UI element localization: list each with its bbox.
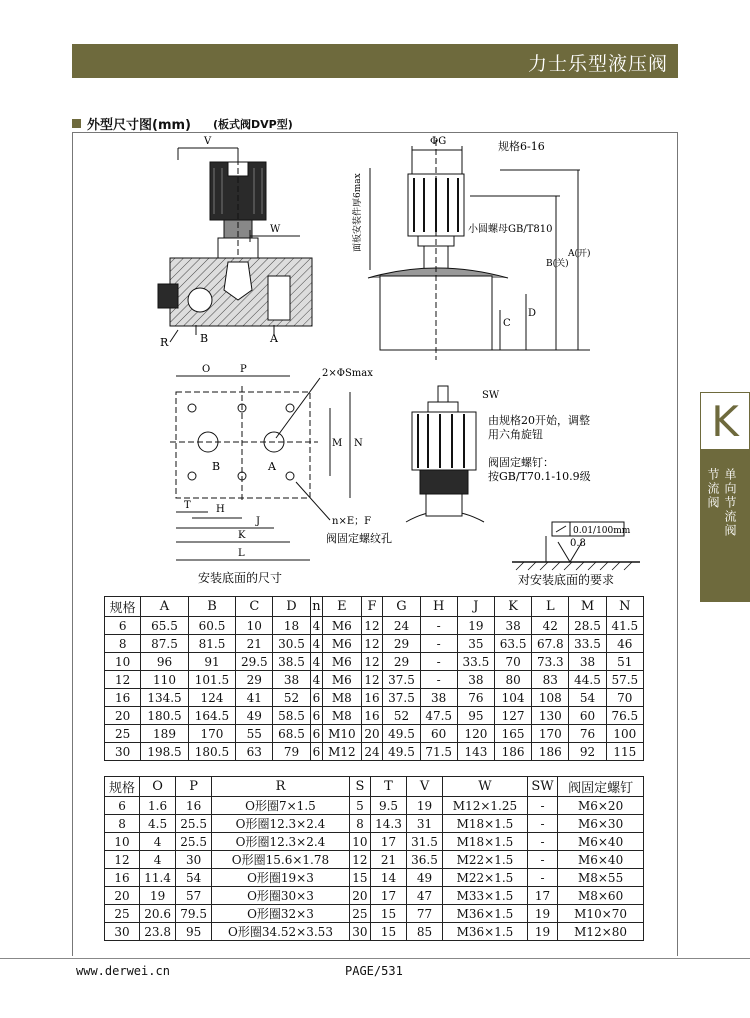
- table-cell: 38: [457, 671, 494, 689]
- table-2-header-cell: T: [370, 777, 406, 797]
- thread-note: 阀固定螺纹孔: [326, 532, 392, 545]
- table-cell: 70: [606, 689, 643, 707]
- table-1-header-cell: N: [606, 597, 643, 617]
- table-cell: 52: [383, 707, 420, 725]
- knob-drawing: [406, 386, 484, 522]
- table-cell: M6: [323, 653, 361, 671]
- table-cell: 79: [273, 743, 310, 761]
- table-1-body: [105, 617, 644, 761]
- table-cell: 63: [236, 743, 273, 761]
- table-cell: 25.5: [176, 815, 212, 833]
- dimension-table-1: [104, 596, 644, 761]
- table-row: [105, 617, 644, 635]
- table-cell: -: [527, 851, 557, 869]
- table-cell: 70: [495, 653, 532, 671]
- table-1-header-cell: E: [323, 597, 361, 617]
- table-cell: 60: [569, 707, 606, 725]
- table-cell: 30: [105, 923, 140, 941]
- table-cell: M12: [323, 743, 361, 761]
- table-cell: 49.5: [383, 743, 420, 761]
- table-cell: 124: [188, 689, 235, 707]
- table-row: [105, 707, 644, 725]
- screw-note-line-1: 阀固定螺钉：: [488, 456, 554, 469]
- table-cell: 170: [188, 725, 235, 743]
- table-1-header-cell: M: [569, 597, 606, 617]
- table-cell: 96: [141, 653, 188, 671]
- table-2-header-cell: W: [443, 777, 528, 797]
- table-cell: O形圈15.6×1.78: [212, 851, 350, 869]
- table-cell: -: [527, 797, 557, 815]
- table-cell: 17: [370, 887, 406, 905]
- mounting-surface-drawing: [170, 376, 350, 560]
- table-cell: 47.5: [420, 707, 457, 725]
- table-cell: 35: [457, 635, 494, 653]
- table-cell: 33.5: [569, 635, 606, 653]
- table-cell: 8: [349, 815, 370, 833]
- table-cell: 110: [141, 671, 188, 689]
- table-cell: 77: [407, 905, 443, 923]
- table-cell: 10: [105, 833, 140, 851]
- table-cell: 19: [407, 797, 443, 815]
- table-cell: 20.6: [140, 905, 176, 923]
- table-cell: 71.5: [420, 743, 457, 761]
- table-cell: 134.5: [141, 689, 188, 707]
- table-cell: 38: [273, 671, 310, 689]
- table-cell: 8: [105, 635, 141, 653]
- table-cell: -: [420, 653, 457, 671]
- table-cell: 1.6: [140, 797, 176, 815]
- dim-label-k: K: [238, 530, 246, 541]
- table-1-header-cell: B: [188, 597, 235, 617]
- table-cell: 28.5: [569, 617, 606, 635]
- table-cell: 189: [141, 725, 188, 743]
- table-row: [105, 635, 644, 653]
- table-cell: 51: [606, 653, 643, 671]
- table-cell: 24: [361, 743, 383, 761]
- table-cell: 54: [569, 689, 606, 707]
- dim-label-sw: SW: [482, 390, 500, 401]
- table-cell: 19: [140, 887, 176, 905]
- table-cell: M18×1.5: [443, 815, 528, 833]
- section-title: 外型尺寸图(mm): [87, 118, 191, 133]
- table-cell: 4: [140, 851, 176, 869]
- table-cell: 31.5: [407, 833, 443, 851]
- table-cell: 80: [495, 671, 532, 689]
- table-cell: 23.8: [140, 923, 176, 941]
- table-cell: 16: [361, 707, 383, 725]
- table-cell: 25.5: [176, 833, 212, 851]
- port-label-b: B: [200, 332, 209, 345]
- table-cell: M12×1.25: [443, 797, 528, 815]
- table-2-header-cell: 阀固定螺钉: [558, 777, 644, 797]
- table-2-header-cell: S: [349, 777, 370, 797]
- port-label-b-2: B: [212, 460, 221, 473]
- table-cell: 6: [310, 707, 323, 725]
- table-cell: 4: [310, 635, 323, 653]
- table-cell: 14.3: [370, 815, 406, 833]
- table-cell: 44.5: [569, 671, 606, 689]
- dim-label-b-close: B(关): [546, 259, 569, 269]
- table-cell: 85: [407, 923, 443, 941]
- table-1-header-row: [105, 597, 644, 617]
- requirement-caption: 对安装底面的要求: [518, 573, 615, 587]
- table-cell: 65.5: [141, 617, 188, 635]
- table-1-header-cell: L: [532, 597, 569, 617]
- table-cell: 29: [383, 653, 420, 671]
- table-cell: 180.5: [141, 707, 188, 725]
- table-1-header-cell: n: [310, 597, 323, 617]
- table-cell: M6×40: [558, 833, 644, 851]
- table-cell: M18×1.5: [443, 833, 528, 851]
- table-cell: 18: [273, 617, 310, 635]
- table-row: [105, 869, 644, 887]
- port-label-a-2: A: [268, 460, 276, 473]
- table-cell: 12: [361, 653, 383, 671]
- table-cell: 52: [273, 689, 310, 707]
- table-cell: 165: [495, 725, 532, 743]
- dimension-table-2: [104, 776, 644, 941]
- table-1-header-cell: H: [420, 597, 457, 617]
- table-1-header-cell: F: [361, 597, 383, 617]
- dim-label-m: M: [332, 438, 343, 449]
- table-cell: 31: [407, 815, 443, 833]
- table-cell: 49.5: [383, 725, 420, 743]
- table-1-header-cell: C: [236, 597, 273, 617]
- table-row: [105, 725, 644, 743]
- table-cell: 6: [310, 743, 323, 761]
- table-cell: 12: [105, 851, 140, 869]
- table-cell: 8: [105, 815, 140, 833]
- table-row: [105, 923, 644, 941]
- table-cell: 91: [188, 653, 235, 671]
- table-cell: 41: [236, 689, 273, 707]
- table-2-header-cell: SW: [527, 777, 557, 797]
- table-cell: 54: [176, 869, 212, 887]
- table-cell: O形圈30×3: [212, 887, 350, 905]
- table-cell: 4: [140, 833, 176, 851]
- table-cell: 10: [349, 833, 370, 851]
- table-cell: M10: [323, 725, 361, 743]
- table-cell: 16: [176, 797, 212, 815]
- table-cell: 16: [105, 869, 140, 887]
- plate-thickness-label: 面板安装件厚6max: [353, 173, 363, 252]
- table-cell: 92: [569, 743, 606, 761]
- table-cell: 41.5: [606, 617, 643, 635]
- table-cell: 38: [420, 689, 457, 707]
- table-cell: 55: [236, 725, 273, 743]
- table-cell: 16: [105, 689, 141, 707]
- table-cell: 46: [606, 635, 643, 653]
- side-tab-label-1: 单向节流阀: [723, 468, 737, 538]
- table-row: [105, 671, 644, 689]
- table-cell: 143: [457, 743, 494, 761]
- table-cell: 19: [457, 617, 494, 635]
- table-cell: 186: [495, 743, 532, 761]
- table-cell: 100: [606, 725, 643, 743]
- table-2-header-cell: V: [407, 777, 443, 797]
- table-cell: -: [420, 617, 457, 635]
- table-2-body: [105, 797, 644, 941]
- dim-label-w: W: [270, 224, 281, 235]
- table-cell: 115: [606, 743, 643, 761]
- table-cell: 19: [527, 905, 557, 923]
- table-cell: 76: [569, 725, 606, 743]
- table-cell: 186: [532, 743, 569, 761]
- table-cell: 79.5: [176, 905, 212, 923]
- hex-note-line-2: 用六角旋钮: [488, 428, 543, 441]
- page-title: 力士乐型液压阀: [527, 53, 668, 75]
- table-cell: 57: [176, 887, 212, 905]
- table-cell: -: [527, 869, 557, 887]
- table-cell: 15: [370, 923, 406, 941]
- table-cell: -: [527, 833, 557, 851]
- table-cell: 30: [349, 923, 370, 941]
- table-cell: 49: [236, 707, 273, 725]
- tolerance-label: 0.01/100mm: [573, 526, 631, 536]
- side-view-drawing: [368, 140, 590, 360]
- table-cell: 108: [532, 689, 569, 707]
- table-cell: 20: [105, 887, 140, 905]
- table-cell: O形圈34.52×3.53: [212, 923, 350, 941]
- table-cell: -: [420, 671, 457, 689]
- table-cell: O形圈12.3×2.4: [212, 833, 350, 851]
- table-cell: -: [527, 815, 557, 833]
- table-cell: 38: [495, 617, 532, 635]
- table-cell: 17: [370, 833, 406, 851]
- dim-label-a-open: A(开): [568, 249, 591, 259]
- table-cell: 9.5: [370, 797, 406, 815]
- table-cell: 38: [569, 653, 606, 671]
- roughness-label: 0.8: [570, 538, 586, 549]
- table-2-header-cell: O: [140, 777, 176, 797]
- table-2-header-cell: 规格: [105, 777, 140, 797]
- table-1-header-cell: A: [141, 597, 188, 617]
- table-cell: 17: [527, 887, 557, 905]
- table-cell: 15: [370, 905, 406, 923]
- table-cell: 37.5: [383, 689, 420, 707]
- dim-label-r: R: [160, 336, 169, 349]
- table-cell: 76.5: [606, 707, 643, 725]
- table-cell: 120: [457, 725, 494, 743]
- table-cell: 68.5: [273, 725, 310, 743]
- table-row: [105, 743, 644, 761]
- table-cell: 20: [105, 707, 141, 725]
- table-cell: 29: [236, 671, 273, 689]
- dim-label-l: L: [238, 548, 245, 559]
- table-cell: 21: [236, 635, 273, 653]
- table-cell: M8×55: [558, 869, 644, 887]
- table-cell: 37.5: [383, 671, 420, 689]
- table-cell: 30: [176, 851, 212, 869]
- section-subtitle: (板式阀DVP型): [212, 117, 293, 131]
- table-cell: 16: [361, 689, 383, 707]
- table-cell: 6: [310, 725, 323, 743]
- table-cell: M22×1.5: [443, 851, 528, 869]
- table-cell: 12: [361, 635, 383, 653]
- table-cell: 47: [407, 887, 443, 905]
- table-cell: 10: [236, 617, 273, 635]
- thread-label: n×E；F: [332, 516, 372, 527]
- table-1-header-cell: K: [495, 597, 532, 617]
- table-row: [105, 689, 644, 707]
- table-cell: 12: [105, 671, 141, 689]
- table-cell: 130: [532, 707, 569, 725]
- port-label-a: A: [270, 332, 278, 345]
- table-cell: M12×80: [558, 923, 644, 941]
- table-cell: 29: [383, 635, 420, 653]
- table-2-header-row: [105, 777, 644, 797]
- table-1-header-cell: G: [383, 597, 420, 617]
- table-cell: -: [420, 635, 457, 653]
- table-cell: O形圈19×3: [212, 869, 350, 887]
- table-cell: 63.5: [495, 635, 532, 653]
- table-cell: M33×1.5: [443, 887, 528, 905]
- dim-label-c: C: [503, 318, 511, 329]
- table-2-header-cell: P: [176, 777, 212, 797]
- footer-url: www.derwei.cn: [76, 964, 170, 978]
- base-caption: 安装底面的尺寸: [198, 571, 283, 585]
- table-cell: 25: [105, 905, 140, 923]
- dim-label-h: H: [216, 504, 225, 515]
- table-cell: O形圈7×1.5: [212, 797, 350, 815]
- side-tab-label-2: 节流阀: [706, 468, 720, 510]
- table-cell: M8: [323, 689, 361, 707]
- table-cell: 25: [105, 725, 141, 743]
- table-1-header-cell: 规格: [105, 597, 141, 617]
- table-cell: 67.8: [532, 635, 569, 653]
- table-cell: 24: [383, 617, 420, 635]
- table-cell: 4: [310, 617, 323, 635]
- table-cell: M36×1.5: [443, 923, 528, 941]
- table-cell: 25: [349, 905, 370, 923]
- table-row: [105, 851, 644, 869]
- table-cell: 15: [349, 869, 370, 887]
- dim-label-phi-g: ΦG: [430, 136, 447, 147]
- table-cell: 95: [457, 707, 494, 725]
- table-cell: M6: [323, 671, 361, 689]
- table-cell: 6: [310, 689, 323, 707]
- table-1-header-cell: D: [273, 597, 310, 617]
- table-cell: M6×20: [558, 797, 644, 815]
- dim-label-t: T: [184, 500, 191, 511]
- table-cell: 6: [105, 617, 141, 635]
- table-cell: M10×70: [558, 905, 644, 923]
- table-cell: 170: [532, 725, 569, 743]
- dim-label-v: V: [204, 136, 212, 147]
- table-cell: O形圈32×3: [212, 905, 350, 923]
- table-row: [105, 887, 644, 905]
- table-cell: 4.5: [140, 815, 176, 833]
- table-row: [105, 905, 644, 923]
- dim-label-n: N: [354, 438, 363, 449]
- table-cell: 87.5: [141, 635, 188, 653]
- table-cell: 73.3: [532, 653, 569, 671]
- section-view-drawing: [158, 148, 312, 342]
- table-cell: 38.5: [273, 653, 310, 671]
- table-cell: 21: [370, 851, 406, 869]
- dim-label-o: O: [202, 364, 211, 375]
- table-cell: 164.5: [188, 707, 235, 725]
- dim-label-j: J: [256, 516, 261, 527]
- table-1-header-cell: J: [457, 597, 494, 617]
- table-cell: 12: [361, 671, 383, 689]
- table-cell: 60.5: [188, 617, 235, 635]
- table-cell: M8: [323, 707, 361, 725]
- table-cell: 49: [407, 869, 443, 887]
- table-cell: M6×30: [558, 815, 644, 833]
- table-cell: 11.4: [140, 869, 176, 887]
- table-cell: M6: [323, 635, 361, 653]
- table-cell: 4: [310, 671, 323, 689]
- table-cell: M6×40: [558, 851, 644, 869]
- screw-note-line-2: 按GB/T70.1-10.9级: [488, 470, 591, 483]
- table-cell: 30.5: [273, 635, 310, 653]
- table-cell: 10: [105, 653, 141, 671]
- table-cell: 81.5: [188, 635, 235, 653]
- table-cell: 12: [361, 617, 383, 635]
- table-cell: 101.5: [188, 671, 235, 689]
- table-cell: 29.5: [236, 653, 273, 671]
- table-cell: 58.5: [273, 707, 310, 725]
- table-cell: 60: [420, 725, 457, 743]
- table-row: [105, 833, 644, 851]
- surface-hatch: [516, 562, 632, 570]
- table-cell: 4: [310, 653, 323, 671]
- table-2-header-cell: R: [212, 777, 350, 797]
- table-row: [105, 653, 644, 671]
- table-cell: 42: [532, 617, 569, 635]
- table-cell: 20: [349, 887, 370, 905]
- table-cell: 83: [532, 671, 569, 689]
- side-tab-letter: K: [700, 392, 750, 450]
- dim-label-p: P: [240, 364, 247, 375]
- table-cell: 127: [495, 707, 532, 725]
- table-cell: 76: [457, 689, 494, 707]
- table-cell: 20: [361, 725, 383, 743]
- table-cell: 14: [370, 869, 406, 887]
- table-cell: M8×60: [558, 887, 644, 905]
- footer-divider: [0, 958, 750, 959]
- table-cell: 104: [495, 689, 532, 707]
- table-cell: 6: [105, 797, 140, 815]
- table-cell: M6: [323, 617, 361, 635]
- table-cell: M36×1.5: [443, 905, 528, 923]
- table-cell: 12: [349, 851, 370, 869]
- dim-label-d: D: [528, 308, 537, 319]
- table-cell: 33.5: [457, 653, 494, 671]
- dim-label-smax: 2×ΦSmax: [322, 368, 373, 379]
- table-cell: M22×1.5: [443, 869, 528, 887]
- table-cell: 198.5: [141, 743, 188, 761]
- table-cell: 95: [176, 923, 212, 941]
- table-cell: 36.5: [407, 851, 443, 869]
- table-cell: 57.5: [606, 671, 643, 689]
- table-cell: 19: [527, 923, 557, 941]
- table-cell: 5: [349, 797, 370, 815]
- page-number: PAGE/531: [345, 964, 403, 978]
- table-row: [105, 797, 644, 815]
- hex-note-line-1: 由规格20开始，调整: [488, 414, 590, 427]
- small-nut-label: 小圆螺母GB/T810: [468, 224, 553, 235]
- spec-range-label: 规格6-16: [498, 140, 545, 153]
- table-cell: 180.5: [188, 743, 235, 761]
- table-cell: 30: [105, 743, 141, 761]
- table-cell: O形圈12.3×2.4: [212, 815, 350, 833]
- table-row: [105, 815, 644, 833]
